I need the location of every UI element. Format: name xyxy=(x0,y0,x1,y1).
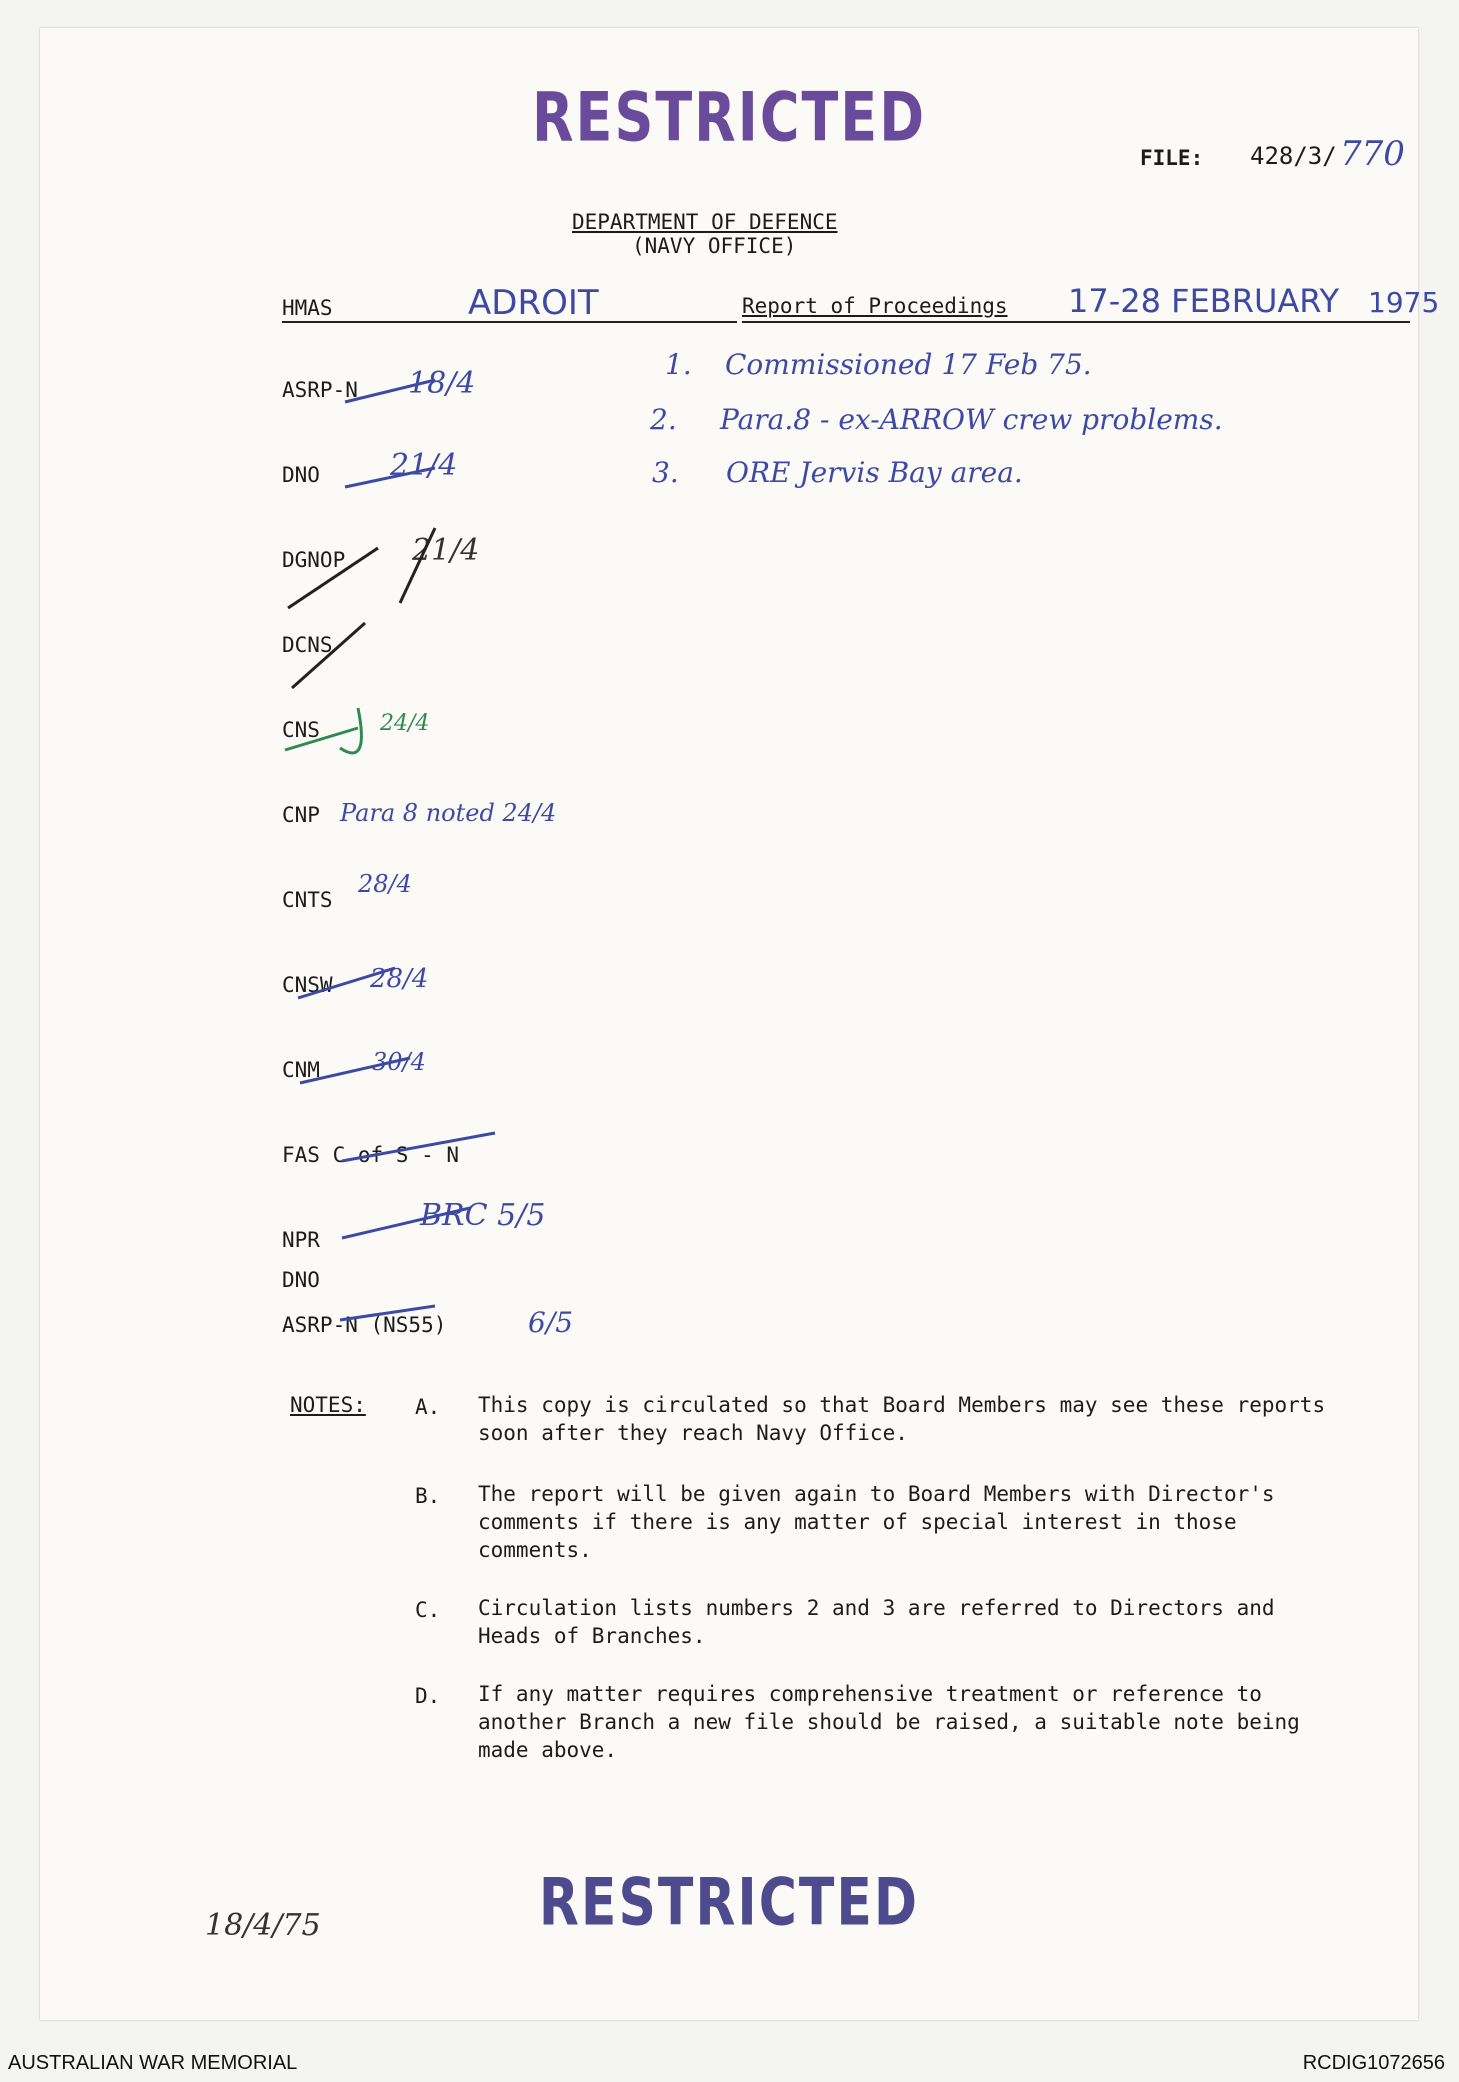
notes-label: NOTES: xyxy=(290,1393,366,1417)
routing-note: 21/4 xyxy=(412,533,480,568)
routing-label: DNO xyxy=(282,1268,320,1292)
routing-note: 30/4 xyxy=(372,1048,426,1076)
annotation-1-number: 1. xyxy=(665,348,692,381)
routing-label: FAS C of S - N xyxy=(282,1143,460,1167)
note-letter: C. xyxy=(415,1598,441,1622)
routing-label: CNM xyxy=(282,1058,320,1082)
routing-label: ASRP-N xyxy=(282,378,358,402)
file-label: FILE: xyxy=(1140,146,1204,170)
bottom-date-note: 18/4/75 xyxy=(205,1908,321,1943)
note-text: Circulation lists numbers 2 and 3 are referred to Directors and Heads of Branches. xyxy=(478,1596,1275,1648)
note-letter: A. xyxy=(415,1395,441,1419)
routing-note: Para 8 noted 24/4 xyxy=(340,799,557,827)
routing-note: 21/4 xyxy=(390,448,458,483)
department-subtitle: (NAVY OFFICE) xyxy=(632,234,797,258)
file-number: 428/3/ xyxy=(1250,142,1337,170)
annotation-2-text: Para.8 - ex-ARROW crew problems. xyxy=(720,403,1223,436)
routing-note: 24/4 xyxy=(380,711,430,736)
file-number-handwritten: 770 xyxy=(1340,134,1405,174)
annotation-3-text: ORE Jervis Bay area. xyxy=(726,456,1023,489)
department-title: DEPARTMENT OF DEFENCE xyxy=(572,210,838,234)
routing-label: CNS xyxy=(282,718,320,742)
routing-note: 6/5 xyxy=(528,1306,574,1339)
restricted-stamp-top: RESTRICTED xyxy=(531,78,927,157)
routing-label: CNP xyxy=(282,803,320,827)
ship-name: ADROIT xyxy=(468,283,599,323)
annotation-3-number: 3. xyxy=(652,456,679,489)
annotation-1-text: Commissioned 17 Feb 75. xyxy=(725,348,1092,381)
document-page xyxy=(40,28,1440,2020)
note-text: The report will be given again to Board Members with Director's comments if there is any matter of special interest in those comments. xyxy=(478,1482,1275,1562)
note-letter: D. xyxy=(415,1684,441,1708)
footer-source: AUSTRALIAN WAR MEMORIAL xyxy=(8,2052,298,2074)
note-text: This copy is circulated so that Board Members may see these reports soon after they reach Navy Office. xyxy=(478,1393,1326,1445)
annotation-2-number: 2. xyxy=(650,403,677,436)
routing-label: ASRP-N (NS55) xyxy=(282,1313,447,1337)
routing-label: DCNS xyxy=(282,633,333,657)
routing-note: BRC 5/5 xyxy=(420,1198,546,1233)
report-year: 1975 xyxy=(1368,286,1440,319)
report-dates: 17-28 FEBRUARY xyxy=(1068,282,1340,320)
routing-note: 28/4 xyxy=(370,964,429,994)
note-text: If any matter requires comprehensive treatment or reference to another Branch a new file should be raised, a suitable note being made above. xyxy=(478,1682,1300,1762)
note-letter: B. xyxy=(415,1484,441,1508)
report-label: Report of Proceedings xyxy=(742,294,1008,318)
routing-note: 18/4 xyxy=(408,366,476,401)
routing-label: DNO xyxy=(282,463,320,487)
ship-label: HMAS xyxy=(282,296,333,320)
routing-label: CNTS xyxy=(282,888,333,912)
restricted-stamp-bottom: RESTRICTED xyxy=(538,1865,920,1941)
routing-label: DGNOP xyxy=(282,548,346,572)
routing-label: NPR xyxy=(282,1228,320,1252)
routing-note: 28/4 xyxy=(358,870,412,898)
footer-id: RCDIG1072656 xyxy=(1302,2052,1445,2074)
routing-label: CNSW xyxy=(282,973,333,997)
